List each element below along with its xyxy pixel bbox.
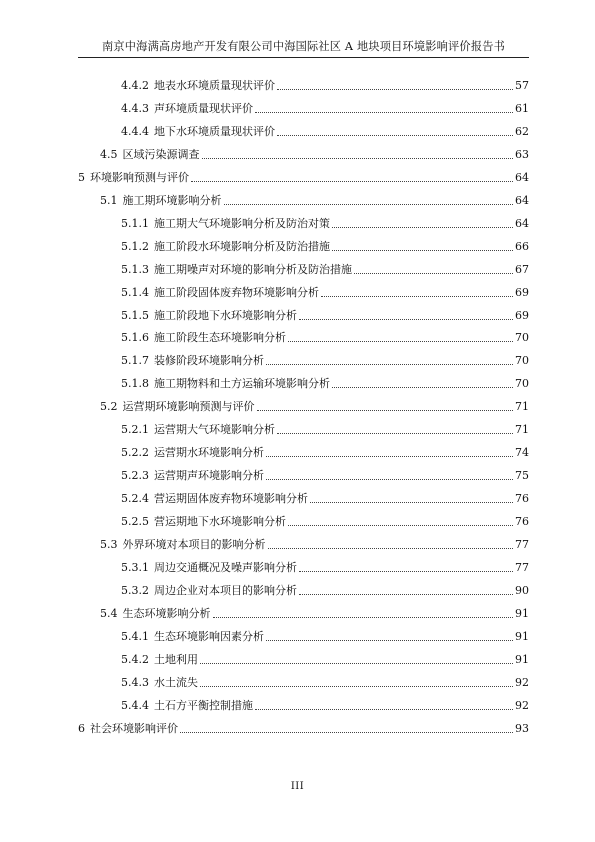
toc-entry-title: 周边企业对本项目的影响分析 <box>154 583 297 597</box>
toc-entry[interactable] <box>78 350 529 368</box>
toc-dot-leader <box>299 594 513 595</box>
toc-dot-leader <box>257 410 514 411</box>
toc-entry[interactable] <box>78 121 529 139</box>
toc-dot-leader <box>332 387 513 388</box>
toc-entry-number: 5.1.1 <box>121 216 149 230</box>
toc-entry[interactable] <box>78 259 529 277</box>
toc-entry-title: 水土流失 <box>154 675 198 689</box>
toc-entry-title: 环境影响预测与评价 <box>90 170 189 184</box>
toc-dot-leader <box>332 250 513 251</box>
toc-entry-page: 71 <box>515 423 529 437</box>
toc-entry[interactable] <box>78 626 529 644</box>
toc-entry-page: 76 <box>515 492 529 506</box>
toc-entry-page: 92 <box>515 698 529 712</box>
toc-entry-title: 声环境质量现状评价 <box>154 101 253 115</box>
toc-entry-page: 61 <box>515 101 529 115</box>
toc-entry[interactable] <box>78 511 529 529</box>
toc-dot-leader <box>268 548 514 549</box>
toc-entry[interactable] <box>78 465 529 483</box>
toc-entry-number: 5.1.2 <box>121 239 149 253</box>
toc-entry-title: 运营期大气环境影响分析 <box>154 423 275 437</box>
toc-entry-page: 92 <box>515 675 529 689</box>
toc-entry-number: 5.2.5 <box>121 515 149 529</box>
toc-entry[interactable] <box>78 649 529 667</box>
toc-dot-leader <box>288 525 513 526</box>
toc-dot-leader <box>266 479 513 480</box>
toc-entry[interactable] <box>78 236 529 254</box>
toc-entry-number: 5.1.3 <box>121 262 149 276</box>
toc-entry-page: 77 <box>515 560 529 574</box>
toc-entry-number: 4.4.2 <box>121 79 149 92</box>
toc-entry-page: 91 <box>515 606 529 620</box>
toc-entry-title: 施工期物料和土方运输环境影响分析 <box>154 377 330 391</box>
toc-entry-number: 5.1.4 <box>121 285 149 299</box>
toc-entry[interactable] <box>78 190 529 208</box>
toc-entry-title: 施工期噪声对环境的影响分析及防治措施 <box>154 262 352 276</box>
toc-entry[interactable] <box>78 534 529 552</box>
toc-entry-number: 5.4.4 <box>121 698 149 712</box>
toc-dot-leader <box>213 617 514 618</box>
toc-entry-page: 76 <box>515 515 529 529</box>
toc-entry-number: 5.2.3 <box>121 469 149 483</box>
toc-entry-page: 69 <box>515 285 529 299</box>
toc-entry-page: 90 <box>515 583 529 597</box>
toc-entry-number: 5.1.8 <box>121 377 149 391</box>
toc-entry-title: 土石方平衡控制措施 <box>154 698 253 712</box>
toc-entry-title: 营运期固体废弃物环境影响分析 <box>154 492 308 506</box>
toc-entry[interactable] <box>78 718 529 736</box>
toc-entry-number: 4.4.4 <box>121 124 149 138</box>
toc-entry-title: 生态环境影响分析 <box>122 606 211 620</box>
toc-dot-leader <box>191 181 513 182</box>
toc-dot-leader <box>255 112 513 113</box>
toc-entry-number: 6 <box>78 721 85 735</box>
toc-entry-title: 运营期水环境影响分析 <box>154 446 264 460</box>
toc-entry-number: 5.2.4 <box>121 492 149 506</box>
toc-dot-leader <box>310 502 513 503</box>
toc-entry-title: 施工阶段水环境影响分析及防治措施 <box>154 239 330 253</box>
page-number: III <box>290 781 305 792</box>
toc-dot-leader <box>288 341 513 342</box>
toc-entry[interactable] <box>78 419 529 437</box>
toc-entry[interactable] <box>78 327 529 345</box>
toc-entry-page: 91 <box>515 629 529 643</box>
toc-entry-title: 营运期地下水环境影响分析 <box>154 515 286 529</box>
toc-entry-number: 5.2 <box>100 400 118 414</box>
toc-entry-page: 75 <box>515 469 529 483</box>
toc-entry-page: 66 <box>515 239 529 253</box>
toc-entry-title: 施工期环境影响分析 <box>122 193 222 207</box>
toc-entry-number: 5.1.6 <box>121 331 149 345</box>
header-rule <box>78 57 529 58</box>
toc-entry-page: 69 <box>515 308 529 322</box>
toc-entry[interactable] <box>78 695 529 713</box>
toc-entry[interactable] <box>78 488 529 506</box>
toc-entry-number: 5.1.7 <box>121 354 149 368</box>
toc-entry-number: 4.4.3 <box>121 101 149 115</box>
toc-entry[interactable] <box>78 282 529 300</box>
toc-entry-title: 施工期大气环境影响分析及防治对策 <box>154 216 330 230</box>
toc-entry-title: 施工阶段固体废弃物环境影响分析 <box>154 285 319 299</box>
toc-entry-number: 5.3 <box>100 538 118 551</box>
running-header: 南京中海满高房地产开发有限公司中海国际社区 A 地块项目环境影响评价报告书 <box>102 40 505 53</box>
toc-entry-number: 5.1.5 <box>121 308 149 322</box>
toc-dot-leader <box>299 319 513 320</box>
toc-entry-title: 生态环境影响因素分析 <box>154 629 264 643</box>
toc-entry-page: 64 <box>515 193 529 207</box>
toc-entry-title: 社会环境影响评价 <box>90 721 178 735</box>
toc-entry-title: 运营期环境影响预测与评价 <box>122 400 255 414</box>
toc-dot-leader <box>266 364 513 365</box>
toc-entry-title: 地下水环境质量现状评价 <box>154 124 275 138</box>
toc-entry-number: 5.4.1 <box>121 629 149 643</box>
toc-entry-number: 4.5 <box>100 147 118 161</box>
toc-entry-page: 63 <box>515 147 529 161</box>
toc-dot-leader <box>277 89 513 90</box>
toc-entry-title: 施工阶段地下水环境影响分析 <box>154 308 297 322</box>
toc-entry-number: 5.4.2 <box>121 652 149 666</box>
toc-entry-page: 93 <box>515 721 529 735</box>
toc-entry-title: 土地利用 <box>154 652 198 666</box>
toc-dot-leader <box>299 571 513 572</box>
toc-entry-number: 5.3.1 <box>121 560 149 574</box>
toc-entry[interactable] <box>78 144 529 162</box>
toc-entry[interactable] <box>78 396 529 414</box>
toc-dot-leader <box>200 686 513 687</box>
toc-entry-page: 70 <box>515 354 529 368</box>
toc-entry-page: 64 <box>515 170 529 184</box>
toc-entry-title: 装修阶段环境影响分析 <box>154 354 264 368</box>
toc-dot-leader <box>200 663 513 664</box>
toc-entry[interactable] <box>78 75 529 93</box>
toc-entry-page: 70 <box>515 331 529 345</box>
toc-entry-title: 施工阶段生态环境影响分析 <box>154 331 286 345</box>
toc-entry[interactable] <box>78 580 529 598</box>
toc-dot-leader <box>332 227 513 228</box>
toc-entry-page: 77 <box>515 538 529 551</box>
toc-entry[interactable] <box>78 672 529 690</box>
toc-entry[interactable] <box>78 373 529 391</box>
toc-entry-page: 62 <box>515 124 529 138</box>
toc-entry[interactable] <box>78 305 529 323</box>
toc-entry-number: 5.2.1 <box>121 423 149 437</box>
toc-entry-number: 5.2.2 <box>121 446 149 460</box>
toc-entry[interactable] <box>78 557 529 575</box>
toc-entry-number: 5.3.2 <box>121 583 149 597</box>
toc-entry-page: 74 <box>515 446 529 460</box>
toc-entry-title: 运营期声环境影响分析 <box>154 469 264 483</box>
toc-dot-leader <box>180 732 513 733</box>
toc-dot-leader <box>321 296 513 297</box>
toc-dot-leader <box>266 456 513 457</box>
toc-entry[interactable] <box>78 603 529 621</box>
toc-dot-leader <box>277 433 513 434</box>
toc-dot-leader <box>202 158 514 159</box>
toc-dot-leader <box>255 709 513 710</box>
toc-entry-page: 57 <box>515 79 529 92</box>
toc-entry-page: 64 <box>515 216 529 230</box>
toc-dot-leader <box>224 204 514 205</box>
toc-entry[interactable] <box>78 167 529 185</box>
toc-entry-page: 67 <box>515 262 529 276</box>
toc-entry[interactable] <box>78 98 529 116</box>
toc-entry-title: 区域污染源调查 <box>122 147 200 161</box>
toc-entry-title: 地表水环境质量现状评价 <box>154 79 275 92</box>
toc-dot-leader <box>266 640 513 641</box>
toc-entry-title: 外界环境对本项目的影响分析 <box>122 538 266 551</box>
toc-entry-number: 5.4 <box>100 606 118 620</box>
toc-entry-number: 5.1 <box>100 193 118 207</box>
toc-dot-leader <box>354 273 513 274</box>
toc-entry-title: 周边交通概况及噪声影响分析 <box>154 560 297 574</box>
toc-entry[interactable] <box>78 442 529 460</box>
toc-entry[interactable] <box>78 213 529 231</box>
toc-entry-page: 71 <box>515 400 529 414</box>
toc-dot-leader <box>277 135 513 136</box>
toc-entry-page: 91 <box>515 652 529 666</box>
toc-entry-number: 5.4.3 <box>121 675 149 689</box>
toc-entry-number: 5 <box>78 170 85 184</box>
toc-entry-page: 70 <box>515 377 529 391</box>
